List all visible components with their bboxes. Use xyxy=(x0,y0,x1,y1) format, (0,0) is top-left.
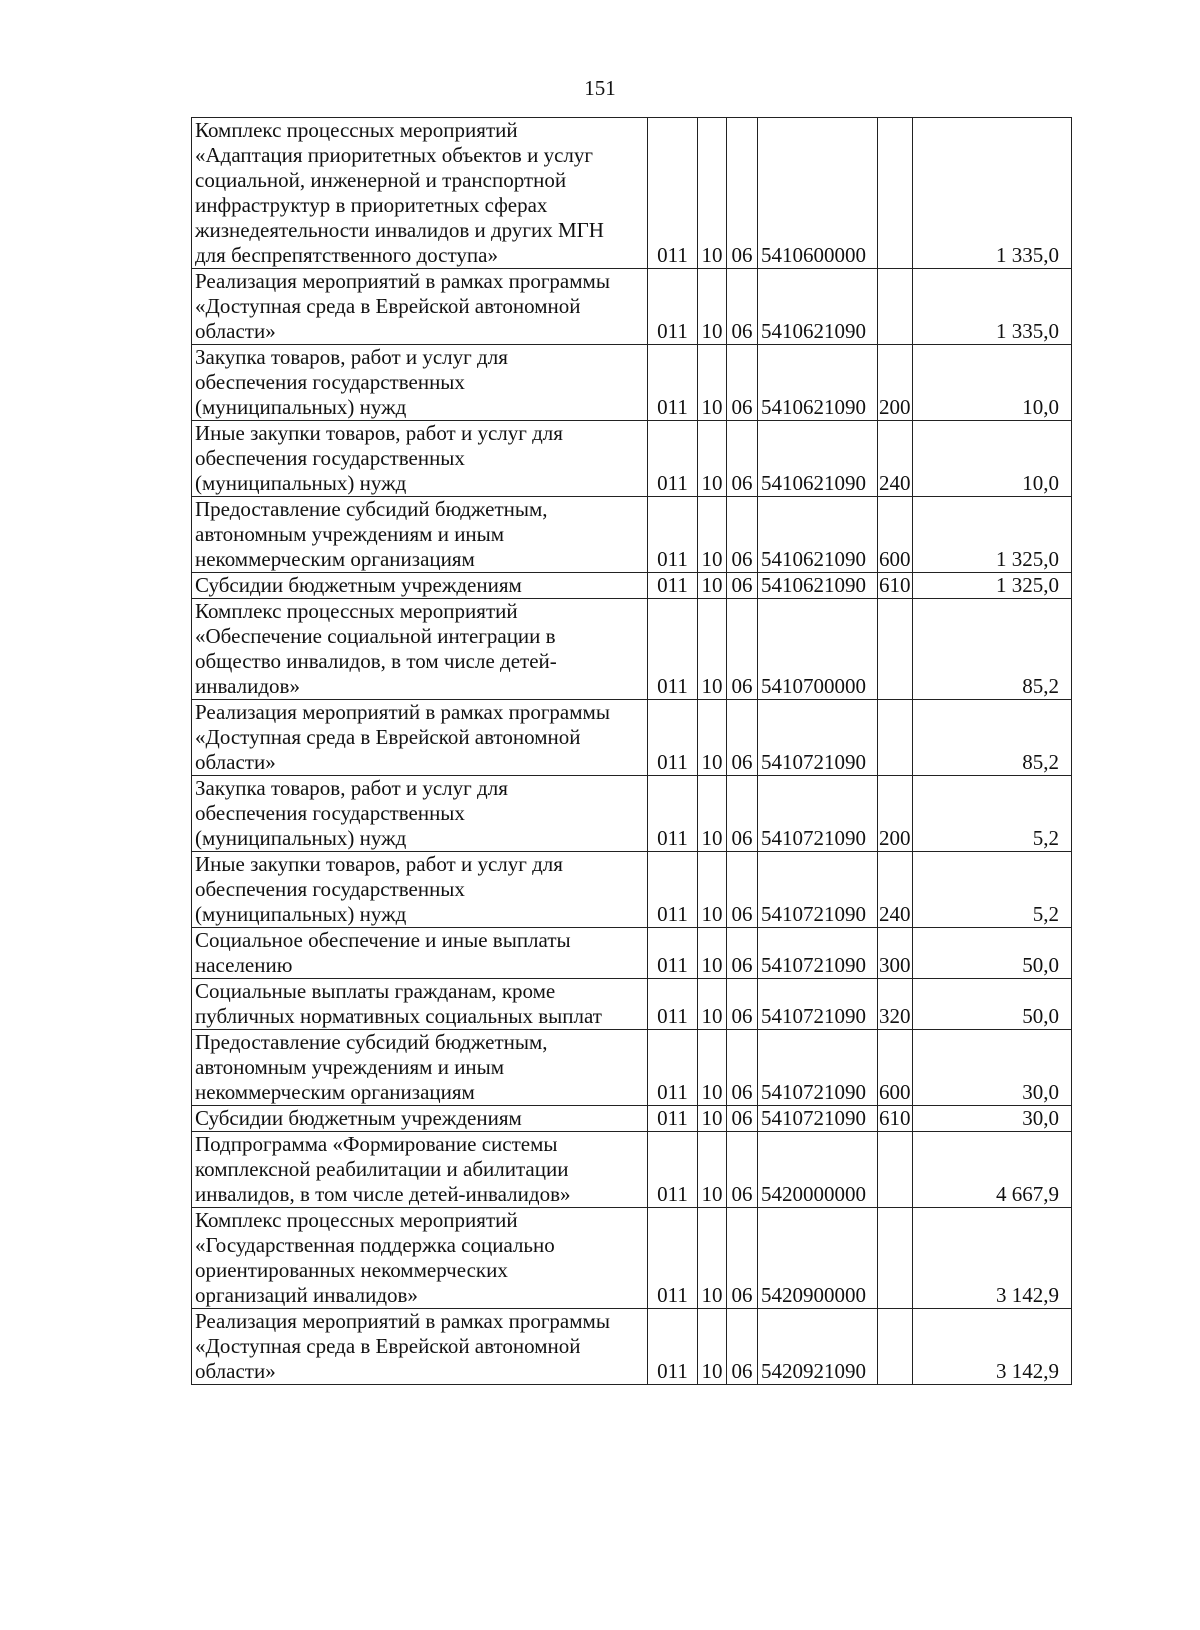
admin-code-cell: 011 xyxy=(648,269,698,345)
item-name-cell xyxy=(192,421,648,497)
table-row xyxy=(192,1208,1072,1309)
admin-code-cell: 011 xyxy=(648,852,698,928)
item-name-line: жизнедеятельности инвалидов и других МГН xyxy=(195,218,604,242)
table-row xyxy=(192,928,1072,979)
target-code-cell: 5420900000 xyxy=(758,1208,878,1309)
item-name-cell xyxy=(192,269,648,345)
item-name-cell xyxy=(192,1132,648,1208)
item-name-line: области» xyxy=(195,1359,276,1383)
section-code-cell: 10 xyxy=(698,599,727,700)
expense-type-cell: 610 xyxy=(879,573,911,597)
admin-code-cell: 011 xyxy=(648,573,698,599)
admin-code-cell: 011 xyxy=(648,1309,698,1385)
subsection-code-cell: 06 xyxy=(727,497,758,573)
expense-type-cell xyxy=(878,269,913,345)
target-code-cell: 5410721090 xyxy=(758,700,878,776)
target-code-cell: 5410621090 xyxy=(758,573,878,599)
admin-code-cell: 011 xyxy=(648,928,698,979)
expense-type-cell xyxy=(878,118,913,269)
item-name-line: Иные закупки товаров, работ и услуг для xyxy=(195,852,563,876)
admin-code-cell: 011 xyxy=(648,421,698,497)
section-code-cell: 10 xyxy=(698,928,727,979)
admin-code-cell: 011 xyxy=(648,345,698,421)
target-code-cell: 5410721090 xyxy=(758,1030,878,1106)
target-code-cell: 5410621090 xyxy=(758,421,878,497)
subsection-code-cell: 06 xyxy=(727,776,758,852)
table-row xyxy=(192,979,1072,1030)
expense-type-cell xyxy=(878,599,913,700)
expense-type-cell: 610 xyxy=(879,1106,911,1130)
item-name-line: автономным учреждениям и иным xyxy=(195,522,505,546)
admin-code-cell: 011 xyxy=(648,776,698,852)
item-name-line: «Обеспечение социальной интеграции в xyxy=(195,624,556,648)
subsection-code-cell: 06 xyxy=(727,1309,758,1385)
table-row xyxy=(192,1309,1072,1385)
item-name-line: Предоставление субсидий бюджетным, xyxy=(195,1030,548,1054)
section-code-cell: 10 xyxy=(698,979,727,1030)
item-name-line: Субсидии бюджетным учреждениям xyxy=(195,573,522,597)
expense-type-cell: 600 xyxy=(878,497,913,573)
item-name-line: публичных нормативных социальных выплат xyxy=(195,1004,602,1028)
item-name-cell xyxy=(192,573,648,599)
table-row xyxy=(192,421,1072,497)
item-name-cell xyxy=(192,979,648,1030)
target-code-cell: 5420921090 xyxy=(758,1309,878,1385)
expense-type-cell: 320 xyxy=(878,979,913,1030)
subsection-code-cell: 06 xyxy=(727,421,758,497)
section-code-cell: 10 xyxy=(698,1132,727,1208)
item-name-line: (муниципальных) нужд xyxy=(195,395,407,419)
table-row xyxy=(192,1132,1072,1208)
admin-code-cell: 011 xyxy=(648,700,698,776)
expense-type-cell: 200 xyxy=(878,776,913,852)
item-name-line: населению xyxy=(195,953,293,977)
amount-cell: 4 667,9 xyxy=(913,1132,1072,1208)
subsection-code-cell: 06 xyxy=(727,928,758,979)
amount-cell: 1 335,0 xyxy=(913,118,1072,269)
item-name-cell xyxy=(192,776,648,852)
table-row xyxy=(192,776,1072,852)
amount-cell: 30,0 xyxy=(913,1030,1072,1106)
item-name-line: Комплекс процессных мероприятий xyxy=(195,599,518,623)
admin-code-cell: 011 xyxy=(648,1030,698,1106)
budget-table xyxy=(191,117,1072,1385)
target-code-cell: 5410621090 xyxy=(758,345,878,421)
subsection-code-cell: 06 xyxy=(727,852,758,928)
subsection-code-cell: 06 xyxy=(727,345,758,421)
table-row xyxy=(192,345,1072,421)
target-code-cell: 5410721090 xyxy=(758,1106,878,1132)
item-name-line: инвалидов, в том числе детей-инвалидов» xyxy=(195,1182,571,1206)
item-name-cell xyxy=(192,1030,648,1106)
expense-type-cell: 240 xyxy=(878,421,913,497)
section-code-cell: 10 xyxy=(698,1106,727,1132)
amount-cell: 5,2 xyxy=(913,776,1072,852)
expense-type-cell xyxy=(878,1208,913,1309)
target-code-cell: 5410621090 xyxy=(758,497,878,573)
item-name-line: обеспечения государственных xyxy=(195,446,465,470)
item-name-line: организаций инвалидов» xyxy=(195,1283,418,1307)
amount-cell: 1 335,0 xyxy=(913,269,1072,345)
admin-code-cell: 011 xyxy=(648,1208,698,1309)
table-row xyxy=(192,1030,1072,1106)
item-name-line: Закупка товаров, работ и услуг для xyxy=(195,776,508,800)
amount-cell: 30,0 xyxy=(913,1106,1072,1132)
section-code-cell: 10 xyxy=(698,421,727,497)
item-name-line: автономным учреждениям и иным xyxy=(195,1055,505,1079)
amount-cell: 50,0 xyxy=(913,979,1072,1030)
item-name-line: Закупка товаров, работ и услуг для xyxy=(195,345,508,369)
table-row xyxy=(192,497,1072,573)
item-name-line: (муниципальных) нужд xyxy=(195,902,407,926)
item-name-line: некоммерческим организациям xyxy=(195,547,475,571)
target-code-cell: 5410621090 xyxy=(758,269,878,345)
table-row xyxy=(192,852,1072,928)
item-name-line: обеспечения государственных xyxy=(195,801,465,825)
subsection-code-cell: 06 xyxy=(727,1208,758,1309)
item-name-line: для беспрепятственного доступа» xyxy=(195,243,498,267)
item-name-line: Комплекс процессных мероприятий xyxy=(195,1208,518,1232)
amount-cell: 1 325,0 xyxy=(913,573,1072,599)
expense-type-cell: 200 xyxy=(878,345,913,421)
amount-cell: 10,0 xyxy=(913,421,1072,497)
item-name-line: инвалидов» xyxy=(195,674,300,698)
item-name-cell xyxy=(192,497,648,573)
item-name-cell xyxy=(192,1208,648,1309)
subsection-code-cell: 06 xyxy=(727,1030,758,1106)
item-name-line: «Государственная поддержка социально xyxy=(195,1233,555,1257)
target-code-cell: 5410600000 xyxy=(758,118,878,269)
table-row xyxy=(192,1106,1072,1132)
item-name-line: Реализация мероприятий в рамках программы xyxy=(195,1309,610,1333)
item-name-line: Социальное обеспечение и иные выплаты xyxy=(195,928,571,952)
target-code-cell: 5410721090 xyxy=(758,852,878,928)
amount-cell: 5,2 xyxy=(913,852,1072,928)
item-name-line: области» xyxy=(195,319,276,343)
target-code-cell: 5410700000 xyxy=(758,599,878,700)
section-code-cell: 10 xyxy=(698,345,727,421)
target-code-cell: 5410721090 xyxy=(758,928,878,979)
section-code-cell: 10 xyxy=(698,776,727,852)
amount-cell: 85,2 xyxy=(913,599,1072,700)
target-code-cell: 5420000000 xyxy=(758,1132,878,1208)
section-code-cell: 10 xyxy=(698,852,727,928)
table-row xyxy=(192,700,1072,776)
item-name-cell xyxy=(192,852,648,928)
admin-code-cell: 011 xyxy=(648,1106,698,1132)
amount-cell: 50,0 xyxy=(913,928,1072,979)
item-name-line: Предоставление субсидий бюджетным, xyxy=(195,497,548,521)
subsection-code-cell: 06 xyxy=(727,118,758,269)
table-row xyxy=(192,269,1072,345)
section-code-cell: 10 xyxy=(698,1208,727,1309)
expense-type-cell xyxy=(878,700,913,776)
amount-cell: 85,2 xyxy=(913,700,1072,776)
subsection-code-cell: 06 xyxy=(727,979,758,1030)
item-name-cell xyxy=(192,118,648,269)
amount-cell: 3 142,9 xyxy=(913,1309,1072,1385)
table-row xyxy=(192,573,1072,599)
item-name-line: некоммерческим организациям xyxy=(195,1080,475,1104)
item-name-line: Социальные выплаты гражданам, кроме xyxy=(195,979,556,1003)
budget-table-body xyxy=(192,118,1072,1385)
subsection-code-cell: 06 xyxy=(727,1132,758,1208)
item-name-line: «Доступная среда в Еврейской автономной xyxy=(195,1334,581,1358)
item-name-line: общество инвалидов, в том числе детей- xyxy=(195,649,557,673)
item-name-line: Иные закупки товаров, работ и услуг для xyxy=(195,421,563,445)
admin-code-cell: 011 xyxy=(648,1132,698,1208)
section-code-cell: 10 xyxy=(698,497,727,573)
item-name-line: ориентированных некоммерческих xyxy=(195,1258,508,1282)
item-name-line: инфраструктур в приоритетных сферах xyxy=(195,193,548,217)
item-name-cell xyxy=(192,1106,648,1132)
expense-type-cell: 240 xyxy=(878,852,913,928)
amount-cell: 1 325,0 xyxy=(913,497,1072,573)
item-name-cell xyxy=(192,1309,648,1385)
item-name-cell xyxy=(192,700,648,776)
item-name-cell xyxy=(192,599,648,700)
admin-code-cell: 011 xyxy=(648,979,698,1030)
section-code-cell: 10 xyxy=(698,1030,727,1106)
expense-type-cell xyxy=(878,1309,913,1385)
admin-code-cell: 011 xyxy=(648,599,698,700)
item-name-line: «Адаптация приоритетных объектов и услуг xyxy=(195,143,593,167)
target-code-cell: 5410721090 xyxy=(758,776,878,852)
item-name-line: области» xyxy=(195,750,276,774)
table-row xyxy=(192,118,1072,269)
item-name-line: (муниципальных) нужд xyxy=(195,826,407,850)
item-name-line: обеспечения государственных xyxy=(195,877,465,901)
subsection-code-cell: 06 xyxy=(727,573,758,599)
item-name-line: Субсидии бюджетным учреждениям xyxy=(195,1106,522,1130)
page-number: 151 xyxy=(584,76,616,100)
table-row xyxy=(192,599,1072,700)
item-name-line: обеспечения государственных xyxy=(195,370,465,394)
item-name-line: Реализация мероприятий в рамках программы xyxy=(195,269,610,293)
expense-type-cell: 300 xyxy=(878,928,913,979)
subsection-code-cell: 06 xyxy=(727,1106,758,1132)
item-name-line: социальной, инженерной и транспортной xyxy=(195,168,567,192)
subsection-code-cell: 06 xyxy=(727,269,758,345)
item-name-line: комплексной реабилитации и абилитации xyxy=(195,1157,569,1181)
subsection-code-cell: 06 xyxy=(727,599,758,700)
admin-code-cell: 011 xyxy=(648,497,698,573)
item-name-cell xyxy=(192,928,648,979)
subsection-code-cell: 06 xyxy=(727,700,758,776)
target-code-cell: 5410721090 xyxy=(758,979,878,1030)
section-code-cell: 10 xyxy=(698,269,727,345)
expense-type-cell: 600 xyxy=(878,1030,913,1106)
amount-cell: 10,0 xyxy=(913,345,1072,421)
item-name-line: (муниципальных) нужд xyxy=(195,471,407,495)
item-name-line: «Доступная среда в Еврейской автономной xyxy=(195,294,581,318)
item-name-line: «Доступная среда в Еврейской автономной xyxy=(195,725,581,749)
section-code-cell: 10 xyxy=(698,1309,727,1385)
item-name-cell xyxy=(192,345,648,421)
item-name-line: Подпрограмма «Формирование системы xyxy=(195,1132,558,1156)
admin-code-cell: 011 xyxy=(648,118,698,269)
item-name-line: Комплекс процессных мероприятий xyxy=(195,118,518,142)
section-code-cell: 10 xyxy=(698,573,727,599)
expense-type-cell xyxy=(878,1132,913,1208)
item-name-line: Реализация мероприятий в рамках программы xyxy=(195,700,610,724)
amount-cell: 3 142,9 xyxy=(913,1208,1072,1309)
section-code-cell: 10 xyxy=(698,700,727,776)
section-code-cell: 10 xyxy=(698,118,727,269)
